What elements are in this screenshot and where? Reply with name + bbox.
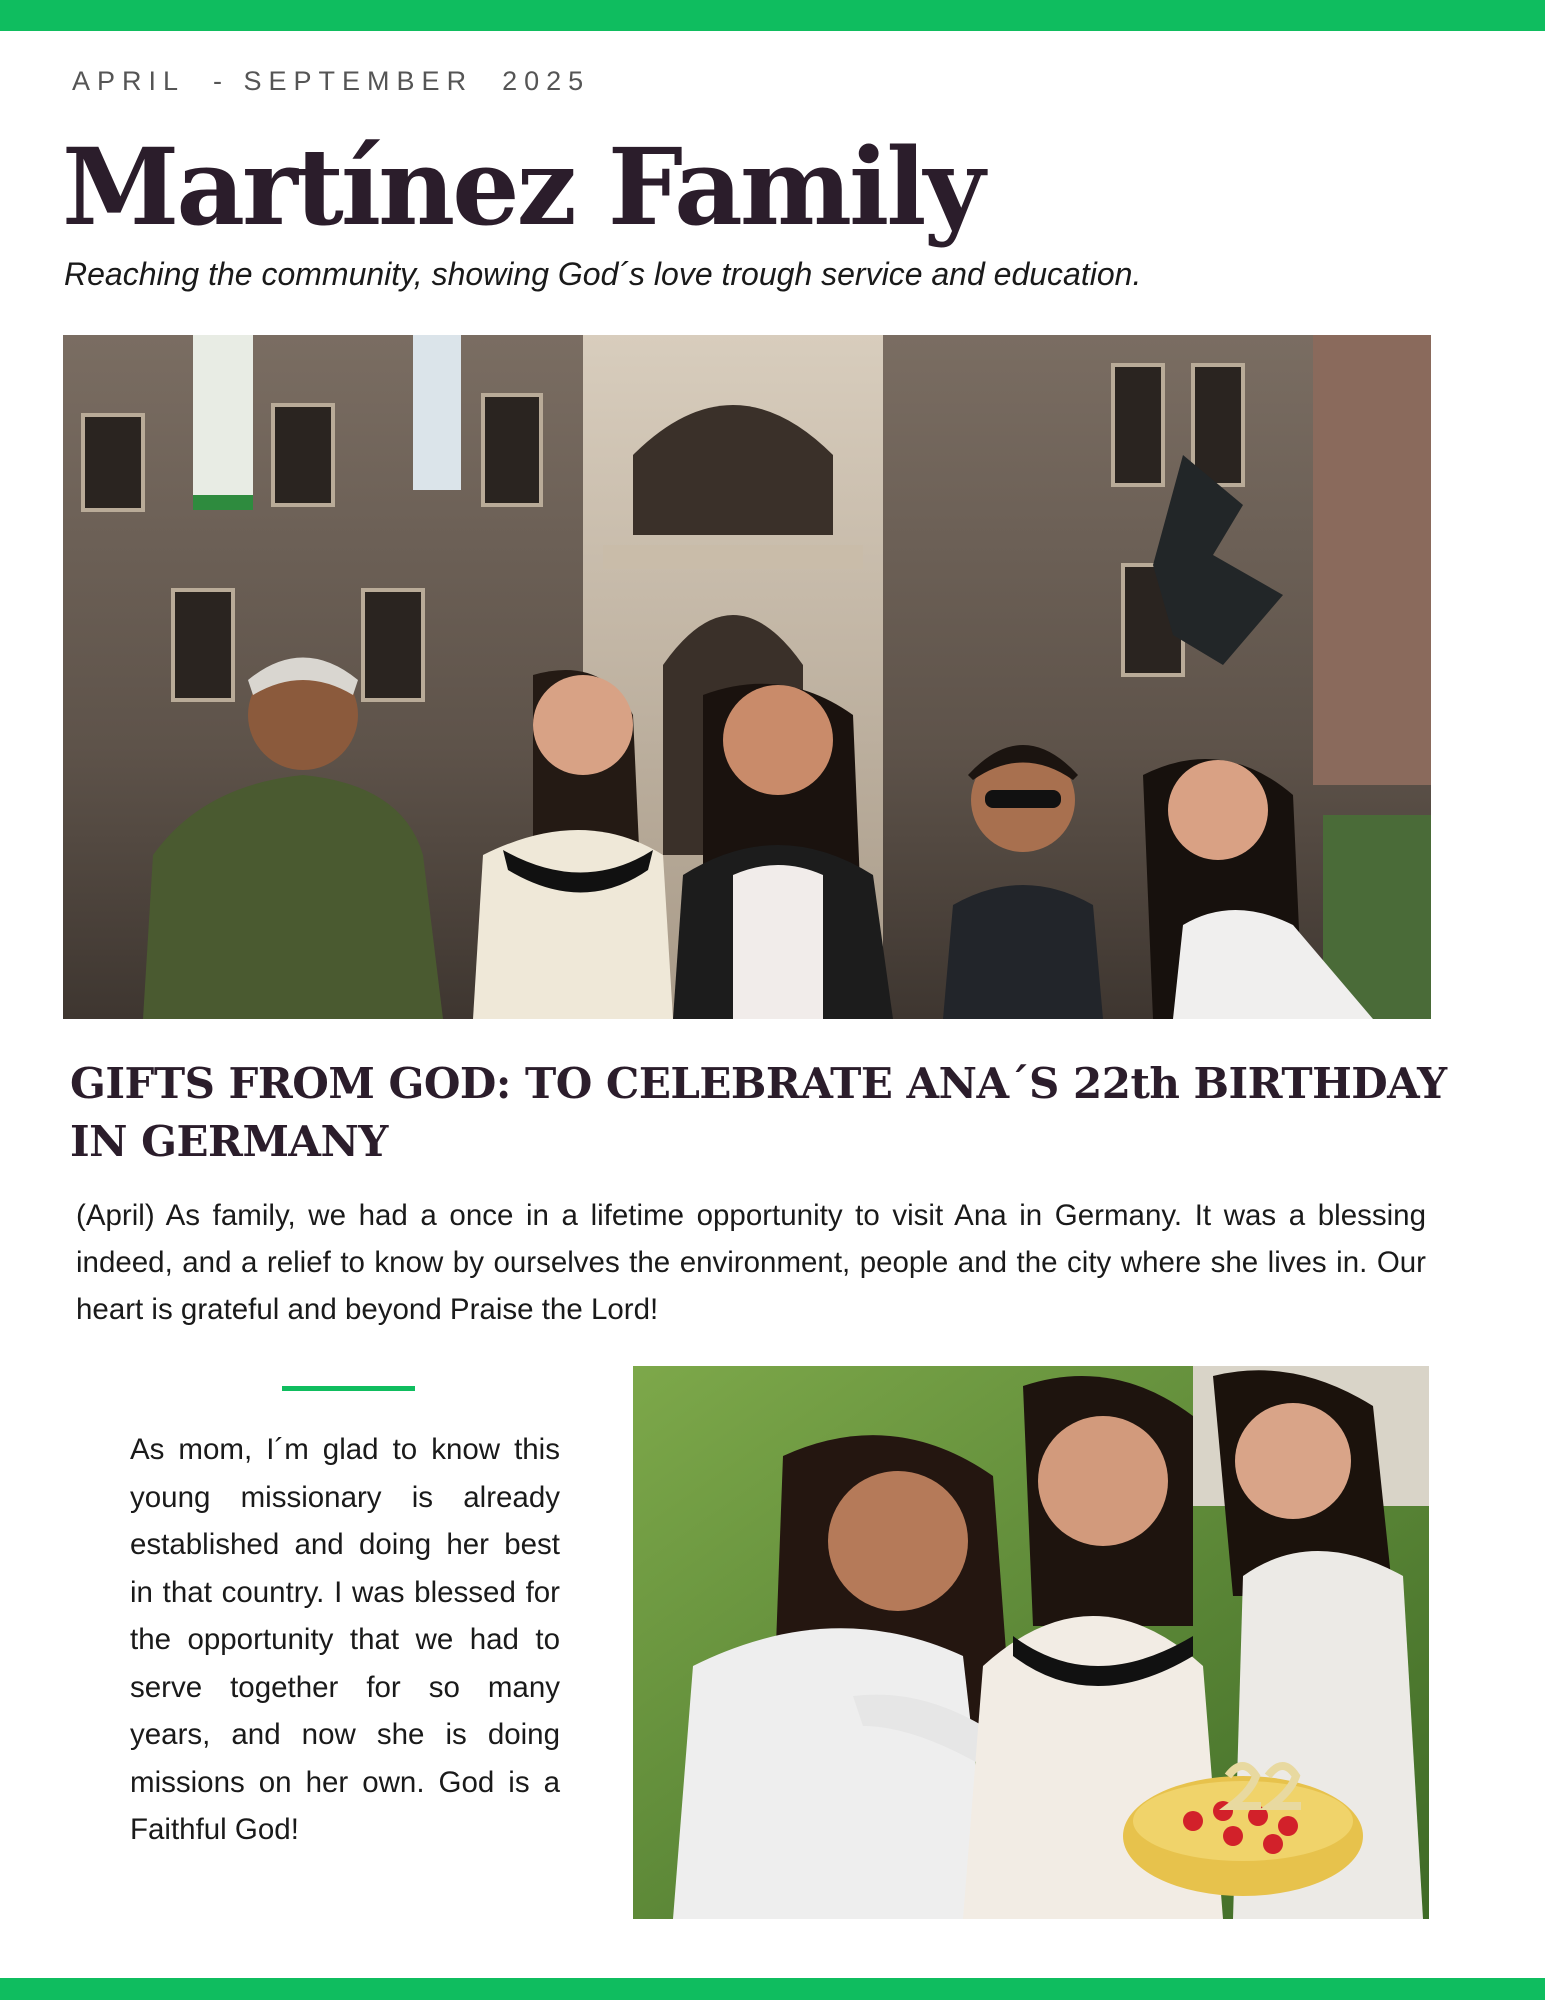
page-title: Martínez Family [62,124,983,249]
family-group-photo [63,335,1431,1019]
date-range: APRIL - SEPTEMBER 2025 [72,66,591,96]
birthday-photo [633,1366,1429,1919]
side-note: As mom, I´m glad to know this young missionary is already established and doing her best in that country. I was blessed for the opportunity that we had to serve together for so many years, and now she is doing missions on her own. God is a Faithful God! [130,1433,560,1846]
article-paragraph: (April) As family, we had a once in a lifetime opportunity to visit Ana in Germany. It was a blessing indeed, and a relief to know by ourselves the environment, people and the city where she lives in. Our heart is grateful and beyond Praise the Lord! [76,1199,1426,1326]
tagline: Reaching the community, showing God´s love trough service and education. [64,256,1142,292]
article-heading: GIFTS FROM GOD: TO CELEBRATE ANA´S 22th BIRTHDAY IN GERMANY [70,1059,1447,1166]
bottom-accent-bar [0,1978,1545,2000]
top-accent-bar [0,0,1545,31]
accent-divider [282,1386,415,1391]
